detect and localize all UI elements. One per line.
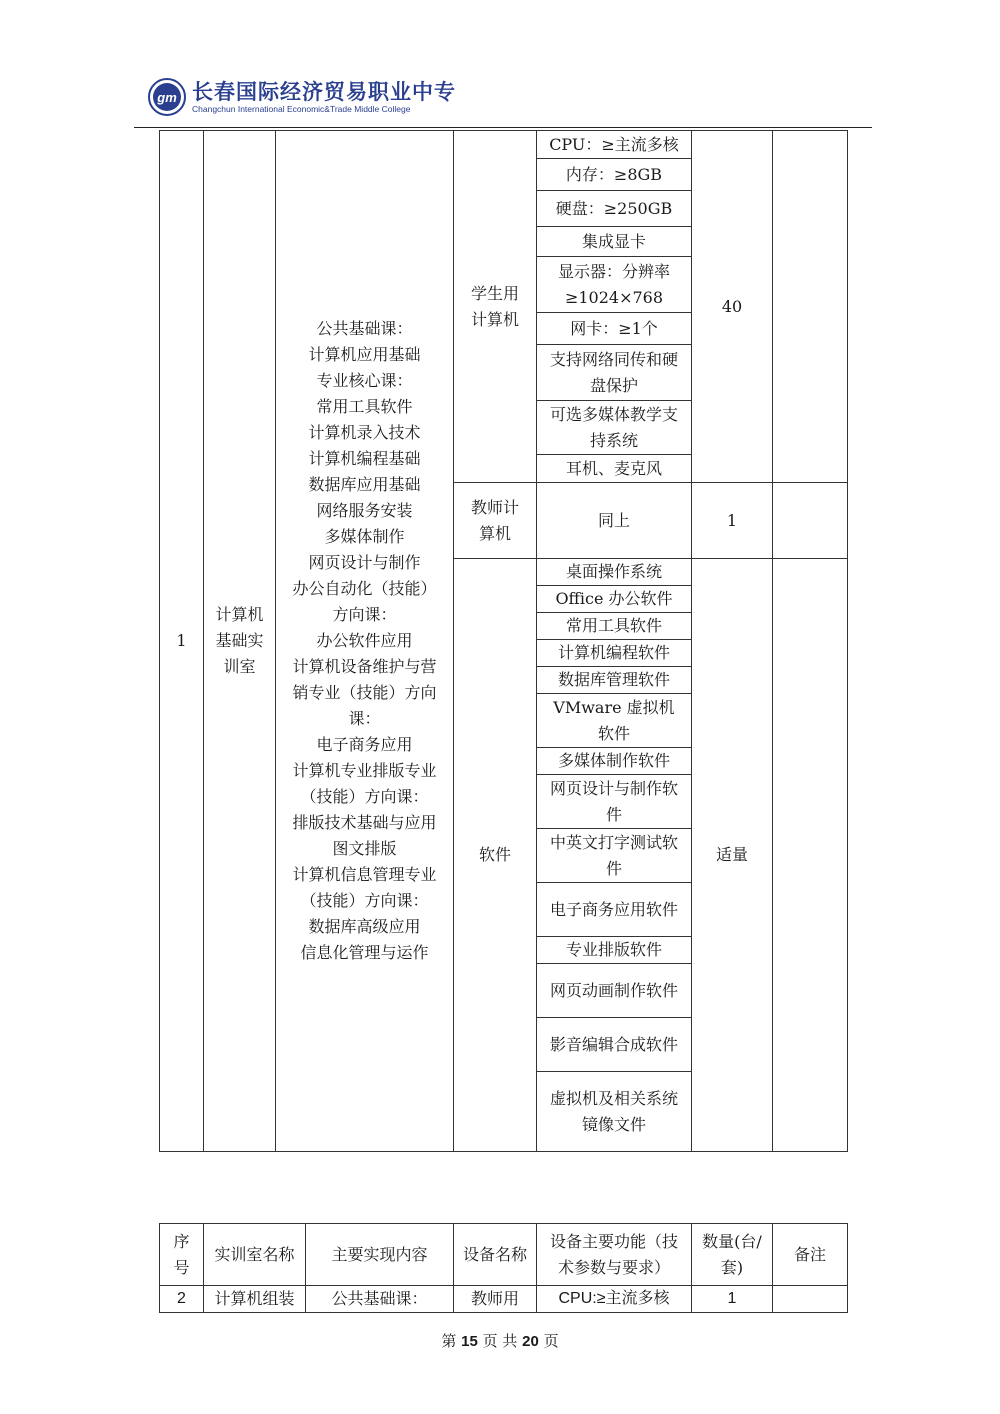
header-text: 数量(台/套) [702,1231,762,1277]
spec-text: VMware 虚拟机软件 [553,697,675,743]
page-footer [0,1330,1000,1351]
spec-text: 支持网络同传和硬盘保护 [550,349,679,395]
spec-cell [537,883,692,937]
course-line: 多媒体制作 [324,527,405,546]
next-lab-table [159,1223,848,1313]
cell-remark [773,1286,848,1313]
spec-text: 显示器：分辨率≥1024×768 [557,261,670,307]
header-function [537,1224,692,1286]
course-line: 排版技术基础与应用 [292,813,437,832]
row-index-cell: 1 [160,131,204,1152]
table-header-row [160,1224,848,1286]
course-line: 常用工具软件 [316,397,413,416]
device-student-pc [454,131,537,483]
cell-quantity: 1 [692,1286,773,1313]
spec-cell: 网卡：≥1个 [537,313,692,345]
header-remark: 备注 [773,1224,848,1286]
course-line: 计算机录入技术 [308,423,421,442]
quantity-teacher-pc: 1 [692,483,773,559]
spec-cell [537,401,692,455]
course-content-cell [276,131,454,1152]
device-label: 教师计算机 [470,497,519,543]
spec-cell: 同上 [537,483,692,559]
spec-cell [537,775,692,829]
device-label: 学生用计算机 [470,283,519,329]
spec-cell: 多媒体制作软件 [537,748,692,775]
spec-cell: 专业排版软件 [537,937,692,964]
header-device [454,1224,537,1286]
course-line: 方向课： [332,605,397,624]
header-divider [134,127,872,128]
spec-cell [537,964,692,1018]
course-line: 课： [348,709,381,728]
course-line: 数据库高级应用 [308,917,421,936]
spec-text: 虚拟机及相关系统镜像文件 [550,1088,679,1134]
course-line: 计算机专业排版专业 [292,761,437,780]
course-line: 公共基础课： [316,319,413,338]
course-line: 图文排版 [332,839,397,858]
spec-text: 中英文打字测试软件 [550,832,679,878]
spec-cell: 桌面操作系统 [537,559,692,586]
spec-cell: 常用工具软件 [537,613,692,640]
spec-cell: 集成显卡 [537,227,692,257]
header-text: 序号 [173,1231,190,1277]
course-line: 网络服务安装 [316,501,413,520]
spec-cell: 计算机编程软件 [537,640,692,667]
course-line: 计算机编程基础 [308,449,421,468]
course-line: 专业核心课： [316,371,413,390]
spec-cell [537,694,692,748]
header-room-name: 实训室名称 [204,1224,306,1286]
cell-device: 教师用 [454,1286,537,1313]
course-list [280,316,449,966]
course-line: 计算机信息管理专业 [292,865,437,884]
cell-index: 2 [160,1286,204,1313]
room-name: 计算机基础实训室 [215,605,264,676]
course-line: 网页设计与制作 [308,553,421,572]
course-line: 办公自动化（技能） [292,579,437,598]
spec-text: 网页动画制作软件 [550,980,679,1000]
logo-mark: gm [153,83,181,111]
school-name-cn: 长春国际经济贸易职业中专 [192,80,456,104]
device-software: 软件 [454,559,537,1152]
spec-cell [537,257,692,313]
course-line: 销专业（技能）方向 [292,683,437,702]
spec-cell [537,345,692,401]
course-line: 电子商务应用 [316,735,413,754]
footer-mid: 页 共 [482,1332,518,1350]
cell-content: 公共基础课： [306,1286,454,1313]
spec-cell: 数据库管理软件 [537,667,692,694]
footer-total-pages: 20 [522,1333,539,1350]
lab-equipment-table [159,130,848,1152]
spec-cell [537,1072,692,1152]
spec-text: 影音编辑合成软件 [550,1034,679,1054]
remark-cell [773,559,848,1152]
course-line: 计算机设备维护与营 [292,657,437,676]
spec-cell: CPU：≥主流多核 [537,131,692,159]
header-text: 设备主要功能（技术参数与要求） [549,1231,678,1277]
header-index [160,1224,204,1286]
school-name-en: Changchun International Economic&Trade Middle College [192,104,411,114]
course-line: 计算机应用基础 [308,345,421,364]
remark-cell [773,131,848,483]
course-line: 信息化管理与运作 [300,943,429,962]
spec-text: 可选多媒体教学支持系统 [550,404,679,450]
remark-cell [773,483,848,559]
spec-cell: 硬盘：≥250GB [537,191,692,227]
cell-room-name: 计算机组装 [204,1286,306,1313]
spec-cell: 耳机、麦克风 [537,455,692,483]
cell-function: CPU:≥主流多核 [537,1286,692,1313]
quantity-student-pc: 40 [692,131,773,483]
footer-suffix: 页 [543,1332,559,1350]
spec-cell [537,829,692,883]
room-name-cell [204,131,276,1152]
footer-prefix: 第 [441,1332,457,1350]
header-text: 设备名称 [463,1244,528,1264]
course-line: （技能）方向课： [300,787,429,806]
course-line: （技能）方向课： [300,891,429,910]
page-header [148,74,488,124]
course-line: 办公软件应用 [316,631,413,650]
spec-cell [537,1018,692,1072]
header-quantity [692,1224,773,1286]
spec-cell: Office 办公软件 [537,586,692,613]
quantity-software: 适量 [692,559,773,1152]
header-content: 主要实现内容 [306,1224,454,1286]
course-line: 数据库应用基础 [308,475,421,494]
footer-page-number: 15 [461,1333,478,1350]
spec-text: 电子商务应用软件 [550,899,679,919]
table-row [160,1286,848,1313]
school-logo [148,78,186,116]
spec-cell: 内存：≥8GB [537,159,692,191]
spec-text: 网页设计与制作软件 [550,778,679,824]
device-teacher-pc [454,483,537,559]
